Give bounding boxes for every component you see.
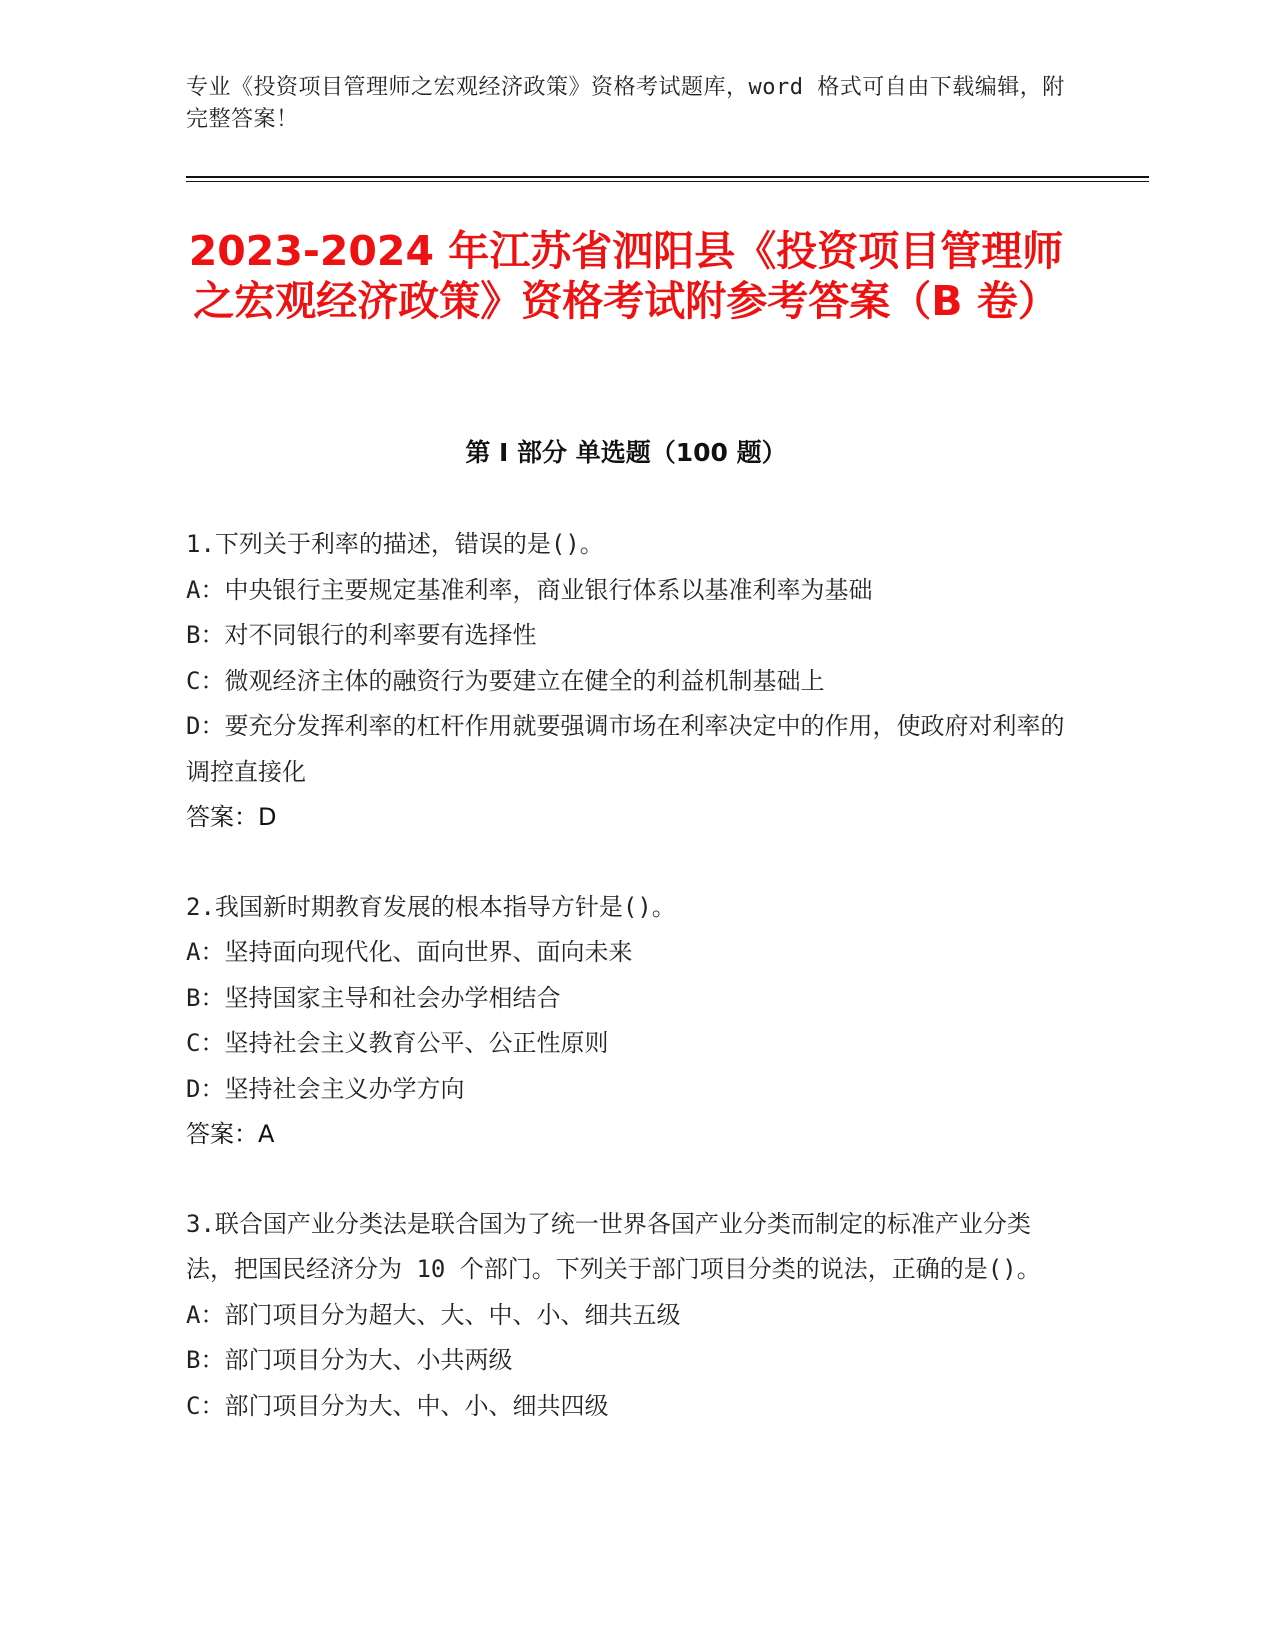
option-d: D：要充分发挥利率的杠杆作用就要强调市场在利率决定中的作用，使政府对利率的调控直接化 xyxy=(186,712,1065,786)
question-stem: 1.下列关于利率的描述，错误的是()。 xyxy=(186,530,604,558)
answer: 答案：A xyxy=(186,1120,275,1148)
option-b: B：坚持国家主导和社会办学相结合 xyxy=(186,983,561,1012)
option-a: A：中央银行主要规定基准利率，商业银行体系以基准利率为基础 xyxy=(186,575,873,604)
option-d: D：坚持社会主义办学方向 xyxy=(186,1074,465,1103)
document-title: 2023-2024 年江苏省泗阳县《投资项目管理师之宏观经济政策》资格考试附参考答案（B 卷） xyxy=(188,227,1064,325)
header-divider-thick xyxy=(186,176,1149,178)
option-c: C：微观经济主体的融资行为要建立在健全的利益机制基础上 xyxy=(186,666,825,695)
question-2 xyxy=(186,885,1066,1158)
question-stem: 3.联合国产业分类法是联合国为了统一世界各国产业分类而制定的标准产业分类法，把国民经济分为 10 个部门。下列关于部门项目分类的说法，正确的是()。 xyxy=(186,1209,1041,1283)
option-a: A：部门项目分为超大、大、中、小、细共五级 xyxy=(186,1300,681,1329)
question-list xyxy=(186,522,1066,1473)
option-c: C：部门项目分为大、中、小、细共四级 xyxy=(186,1391,609,1420)
option-c: C：坚持社会主义教育公平、公正性原则 xyxy=(186,1029,609,1057)
option-b: B：对不同银行的利率要有选择性 xyxy=(186,621,537,649)
answer: 答案：D xyxy=(186,803,277,831)
option-b: B：部门项目分为大、小共两级 xyxy=(186,1346,513,1374)
question-1 xyxy=(186,522,1066,841)
header-note: 专业《投资项目管理师之宏观经济政策》资格考试题库，word 格式可自由下载编辑，附完整答案！ xyxy=(186,75,1065,132)
question-stem: 2.我国新时期教育发展的根本指导方针是()。 xyxy=(186,892,676,921)
question-3 xyxy=(186,1202,1066,1430)
header-divider-thin xyxy=(186,181,1149,182)
option-a: A：坚持面向现代化、面向世界、面向未来 xyxy=(186,938,633,966)
section-heading: 第 I 部分 单选题（100 题） xyxy=(465,438,787,467)
